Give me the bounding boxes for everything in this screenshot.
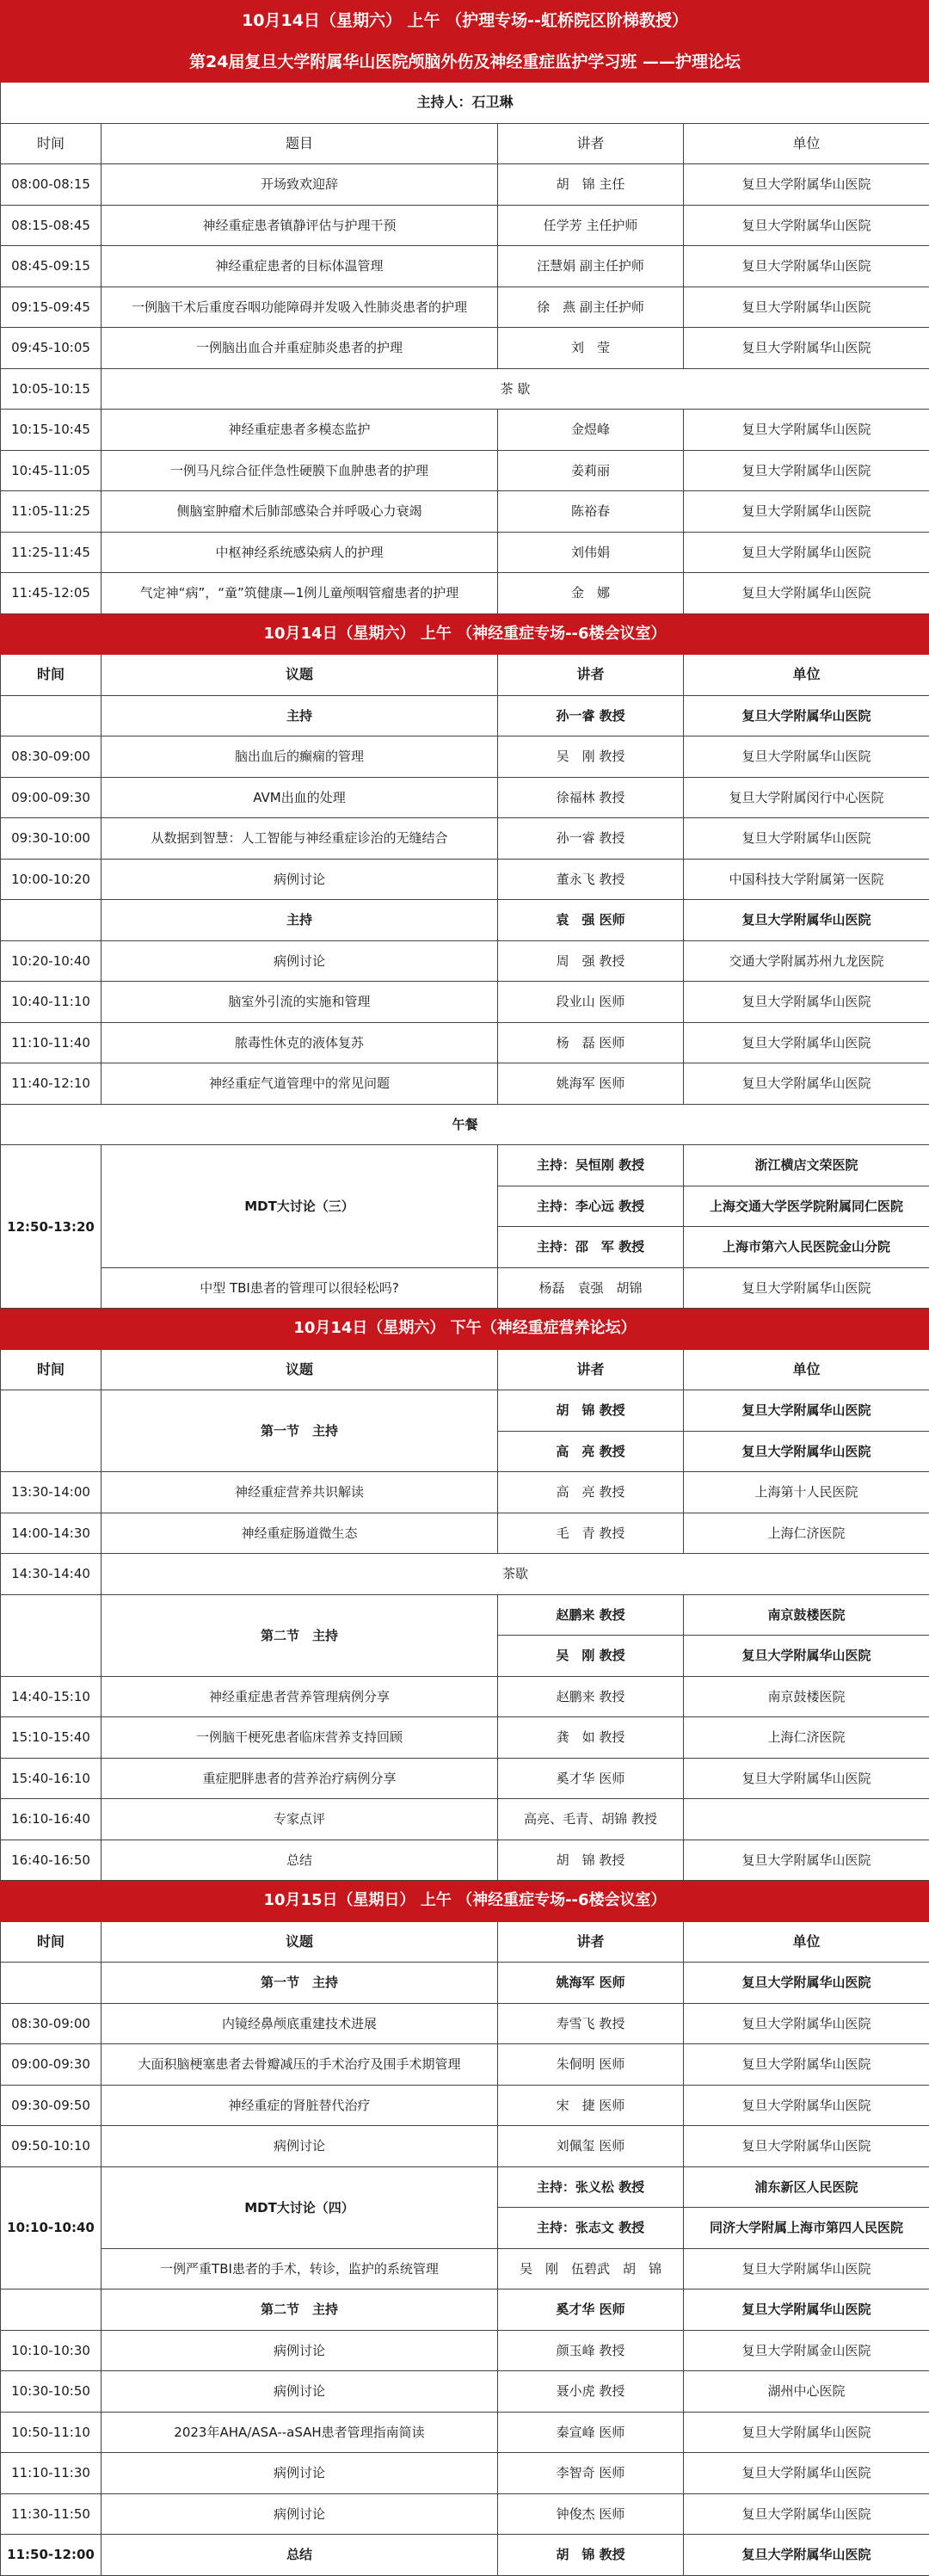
table-row bbox=[1, 2412, 929, 2453]
speaker-cell: 周 强 教授 bbox=[498, 940, 684, 982]
speaker-cell: 姜莉丽 bbox=[498, 450, 684, 491]
unit-cell: 复旦大学附属华山医院 bbox=[684, 695, 929, 736]
unit-cell: 复旦大学附属华山医院 bbox=[684, 2493, 929, 2535]
unit-cell: 复旦大学附属华山医院 bbox=[684, 1390, 929, 1432]
unit-cell: 复旦大学附属华山医院 bbox=[684, 1063, 929, 1105]
table-row bbox=[1, 491, 929, 533]
unit-cell: 复旦大学附属华山医院 bbox=[684, 2044, 929, 2086]
mdt-row bbox=[1, 1145, 929, 1186]
table-row bbox=[1, 450, 929, 491]
time-cell: 08:45-09:15 bbox=[1, 246, 102, 287]
speaker-cell: 奚才华 医师 bbox=[498, 1758, 684, 1799]
topic-cell: 从数据到智慧：人工智能与神经重症诊治的无缝结合 bbox=[102, 818, 498, 860]
speaker-cell: 胡 锦 教授 bbox=[498, 1390, 684, 1432]
topic-cell: 中型 TBI患者的管理可以很轻松吗? bbox=[102, 1267, 498, 1309]
unit-cell: 上海仁济医院 bbox=[684, 1513, 929, 1554]
section-banner: 第24届复旦大学附属华山医院颅脑外伤及神经重症监护学习班 ——护理论坛 bbox=[1, 41, 929, 83]
time-cell: 08:15-08:45 bbox=[1, 205, 102, 246]
unit-cell: 复旦大学附属华山医院 bbox=[684, 1963, 929, 2004]
time-cell: 14:30-14:40 bbox=[1, 1554, 102, 1595]
unit-cell: 复旦大学附属华山医院 bbox=[684, 2085, 929, 2126]
column-header-row bbox=[1, 123, 929, 164]
unit-cell: 复旦大学附属华山医院 bbox=[684, 532, 929, 573]
unit-cell bbox=[684, 1799, 929, 1840]
speaker-cell: 任学芳 主任护师 bbox=[498, 205, 684, 246]
speaker-cell: 杨磊 袁强 胡锦 bbox=[498, 1267, 684, 1309]
time-cell: 10:05-10:15 bbox=[1, 368, 102, 410]
unit-cell: 复旦大学附属华山医院 bbox=[684, 450, 929, 491]
time-cell bbox=[1, 2289, 102, 2331]
mdt-row bbox=[1, 2166, 929, 2208]
unit-cell: 上海交通大学医学院附属同仁医院 bbox=[684, 1186, 929, 1227]
topic-cell: 大面积脑梗塞患者去骨瓣减压的手术治疗及围手术期管理 bbox=[102, 2044, 498, 2086]
unit-cell: 复旦大学附属华山医院 bbox=[684, 287, 929, 328]
speaker-cell: 主持：李心远 教授 bbox=[498, 1186, 684, 1227]
speaker-cell: 刘佩玺 医师 bbox=[498, 2126, 684, 2167]
unit-cell: 复旦大学附属金山医院 bbox=[684, 2330, 929, 2371]
topic-cell: 总结 bbox=[102, 2535, 498, 2576]
time-cell: 13:30-14:00 bbox=[1, 1472, 102, 1513]
table-row bbox=[1, 573, 929, 614]
time-cell: 12:50-13:20 bbox=[1, 1145, 102, 1309]
table-row bbox=[1, 1840, 929, 1881]
unit-cell: 复旦大学附属华山医院 bbox=[684, 900, 929, 941]
unit-cell: 复旦大学附属华山医院 bbox=[684, 328, 929, 369]
host-row bbox=[1, 900, 929, 941]
table-row bbox=[1, 1022, 929, 1063]
speaker-cell: 主持：张志文 教授 bbox=[498, 2208, 684, 2249]
time-cell: 08:30-09:00 bbox=[1, 2003, 102, 2044]
table-row bbox=[1, 2085, 929, 2126]
table-row bbox=[1, 940, 929, 982]
time-cell: 09:00-09:30 bbox=[1, 2044, 102, 2086]
topic-cell: 一例脑出血合并重症肺炎患者的护理 bbox=[102, 328, 498, 369]
topic-cell: 总结 bbox=[102, 1840, 498, 1881]
table-row bbox=[1, 1513, 929, 1554]
time-cell bbox=[1, 695, 102, 736]
speaker-cell: 吴 刚 教授 bbox=[498, 1636, 684, 1677]
time-cell bbox=[1, 1963, 102, 2004]
table-row bbox=[1, 2003, 929, 2044]
speaker-cell: 奚才华 医师 bbox=[498, 2289, 684, 2331]
speaker-cell: 秦宣峰 医师 bbox=[498, 2412, 684, 2453]
time-cell: 09:50-10:10 bbox=[1, 2126, 102, 2167]
column-header: 讲者 bbox=[498, 123, 684, 164]
unit-cell: 复旦大学附属华山医院 bbox=[684, 1022, 929, 1063]
speaker-cell: 袁 强 医师 bbox=[498, 900, 684, 941]
table-row bbox=[1, 2044, 929, 2086]
column-header: 讲者 bbox=[498, 1349, 684, 1390]
column-header: 题目 bbox=[102, 123, 498, 164]
unit-cell: 复旦大学附属华山医院 bbox=[684, 2289, 929, 2331]
unit-cell: 南京鼓楼医院 bbox=[684, 1676, 929, 1717]
table-row bbox=[1, 1472, 929, 1513]
speaker-cell: 姚海军 医师 bbox=[498, 1063, 684, 1105]
table-row bbox=[1, 532, 929, 573]
break-row bbox=[1, 368, 929, 410]
speaker-cell: 刘伟娟 bbox=[498, 532, 684, 573]
speaker-cell: 金 娜 bbox=[498, 573, 684, 614]
table-row bbox=[1, 1758, 929, 1799]
time-cell: 16:40-16:50 bbox=[1, 1840, 102, 1881]
topic-cell: 病例讨论 bbox=[102, 2330, 498, 2371]
speaker-cell: 李智奇 医师 bbox=[498, 2453, 684, 2494]
topic-cell: 病例讨论 bbox=[102, 940, 498, 982]
topic-cell: 专家点评 bbox=[102, 1799, 498, 1840]
unit-cell: 复旦大学附属华山医院 bbox=[684, 736, 929, 778]
speaker-cell: 主持：邵 军 教授 bbox=[498, 1227, 684, 1268]
time-cell: 10:20-10:40 bbox=[1, 940, 102, 982]
topic-cell: 神经重症营养共识解读 bbox=[102, 1472, 498, 1513]
unit-cell: 复旦大学附属华山医院 bbox=[684, 1840, 929, 1881]
time-cell: 10:30-10:50 bbox=[1, 2371, 102, 2413]
time-cell: 10:50-11:10 bbox=[1, 2412, 102, 2453]
topic-cell: 2023年AHA/ASA--aSAH患者管理指南简读 bbox=[102, 2412, 498, 2453]
time-cell bbox=[1, 1594, 102, 1676]
topic-cell: 病例讨论 bbox=[102, 2126, 498, 2167]
table-row bbox=[1, 410, 929, 451]
unit-cell: 复旦大学附属闵行中心医院 bbox=[684, 777, 929, 818]
host-label: 第一节 主持 bbox=[102, 1963, 498, 2004]
time-cell: 16:10-16:40 bbox=[1, 1799, 102, 1840]
unit-cell: 复旦大学附属华山医院 bbox=[684, 410, 929, 451]
time-cell: 14:00-14:30 bbox=[1, 1513, 102, 1554]
break-label: 茶 歇 bbox=[102, 368, 929, 410]
speaker-cell: 杨 磊 医师 bbox=[498, 1022, 684, 1063]
topic-cell: 神经重症肠道微生态 bbox=[102, 1513, 498, 1554]
topic-cell: 脑室外引流的实施和管理 bbox=[102, 982, 498, 1023]
speaker-cell: 徐 燕 副主任护师 bbox=[498, 287, 684, 328]
topic-cell: 神经重症患者镇静评估与护理干预 bbox=[102, 205, 498, 246]
column-header-row bbox=[1, 655, 929, 696]
break-label: 茶歇 bbox=[102, 1554, 929, 1595]
mdt-title: MDT大讨论（四） bbox=[102, 2166, 498, 2248]
closing-row bbox=[1, 2535, 929, 2576]
speaker-cell: 吴 刚 伍碧武 胡 锦 bbox=[498, 2248, 684, 2289]
speaker-cell: 董永飞 教授 bbox=[498, 859, 684, 900]
table-row bbox=[1, 982, 929, 1023]
topic-cell: 一例脑干术后重度吞咽功能障碍并发吸入性肺炎患者的护理 bbox=[102, 287, 498, 328]
lunch-row bbox=[1, 1104, 929, 1145]
column-header: 单位 bbox=[684, 1349, 929, 1390]
unit-cell: 同济大学附属上海市第四人民医院 bbox=[684, 2208, 929, 2249]
column-header: 讲者 bbox=[498, 1921, 684, 1963]
host-row bbox=[1, 2289, 929, 2331]
column-header: 单位 bbox=[684, 655, 929, 696]
unit-cell: 复旦大学附属华山医院 bbox=[684, 164, 929, 206]
column-header: 时间 bbox=[1, 655, 102, 696]
time-cell: 09:30-10:00 bbox=[1, 818, 102, 860]
topic-cell: 一例马凡综合征伴急性硬膜下血肿患者的护理 bbox=[102, 450, 498, 491]
topic-cell: AVM出血的处理 bbox=[102, 777, 498, 818]
topic-cell: 一例脑干梗死患者临床营养支持回顾 bbox=[102, 1717, 498, 1759]
table-row bbox=[1, 2126, 929, 2167]
table-row bbox=[1, 164, 929, 206]
time-cell: 11:10-11:40 bbox=[1, 1022, 102, 1063]
lunch-label: 午餐 bbox=[1, 1104, 929, 1145]
section-banner-row bbox=[1, 613, 929, 655]
host-row bbox=[1, 1594, 929, 1636]
host-line: 主持人：石卫琳 bbox=[1, 83, 929, 124]
table-row bbox=[1, 2330, 929, 2371]
topic-cell: 中枢神经系统感染病人的护理 bbox=[102, 532, 498, 573]
table-row bbox=[1, 1676, 929, 1717]
time-cell: 11:40-12:10 bbox=[1, 1063, 102, 1105]
time-cell: 15:40-16:10 bbox=[1, 1758, 102, 1799]
speaker-cell: 毛 青 教授 bbox=[498, 1513, 684, 1554]
mdt-row bbox=[1, 2248, 929, 2289]
time-cell: 11:30-11:50 bbox=[1, 2493, 102, 2535]
speaker-cell: 聂小虎 教授 bbox=[498, 2371, 684, 2413]
speaker-cell: 朱侗明 医师 bbox=[498, 2044, 684, 2086]
section-banner: 10月14日（星期六） 上午 （神经重症专场--6楼会议室） bbox=[1, 613, 929, 655]
speaker-cell: 刘 莹 bbox=[498, 328, 684, 369]
table-row bbox=[1, 2371, 929, 2413]
time-cell: 11:10-11:30 bbox=[1, 2453, 102, 2494]
topic-cell: 神经重症的肾脏替代治疗 bbox=[102, 2085, 498, 2126]
time-cell: 10:15-10:45 bbox=[1, 410, 102, 451]
speaker-cell: 汪慧娟 副主任护师 bbox=[498, 246, 684, 287]
time-cell bbox=[1, 1390, 102, 1472]
table-row bbox=[1, 2453, 929, 2494]
topic-cell: 病例讨论 bbox=[102, 2453, 498, 2494]
time-cell: 11:25-11:45 bbox=[1, 532, 102, 573]
topic-cell: 神经重症患者多模态监护 bbox=[102, 410, 498, 451]
section-banner: 10月15日（星期日） 上午 （神经重症专场--6楼会议室） bbox=[1, 1881, 929, 1922]
time-cell: 10:45-11:05 bbox=[1, 450, 102, 491]
topic-cell: 病例讨论 bbox=[102, 859, 498, 900]
table-row bbox=[1, 736, 929, 778]
unit-cell: 复旦大学附属华山医院 bbox=[684, 2412, 929, 2453]
time-cell: 10:10-10:40 bbox=[1, 2166, 102, 2289]
section-banner-row bbox=[1, 41, 929, 83]
time-cell: 10:00-10:20 bbox=[1, 859, 102, 900]
time-cell: 11:05-11:25 bbox=[1, 491, 102, 533]
unit-cell: 复旦大学附属华山医院 bbox=[684, 1636, 929, 1677]
time-cell: 09:30-09:50 bbox=[1, 2085, 102, 2126]
unit-cell: 复旦大学附属华山医院 bbox=[684, 205, 929, 246]
speaker-cell: 胡 锦 主任 bbox=[498, 164, 684, 206]
time-cell: 08:00-08:15 bbox=[1, 164, 102, 206]
host-row bbox=[1, 1390, 929, 1432]
time-cell: 15:10-15:40 bbox=[1, 1717, 102, 1759]
column-header: 时间 bbox=[1, 123, 102, 164]
speaker-cell: 高 亮 教授 bbox=[498, 1472, 684, 1513]
topic-cell: 脓毒性休克的液体复苏 bbox=[102, 1022, 498, 1063]
table-row bbox=[1, 859, 929, 900]
speaker-cell: 宋 捷 医师 bbox=[498, 2085, 684, 2126]
unit-cell: 上海仁济医院 bbox=[684, 1717, 929, 1759]
host-row bbox=[1, 83, 929, 124]
unit-cell: 交通大学附属苏州九龙医院 bbox=[684, 940, 929, 982]
unit-cell: 湖州中心医院 bbox=[684, 2371, 929, 2413]
host-row bbox=[1, 695, 929, 736]
column-header: 讲者 bbox=[498, 655, 684, 696]
mdt-title: MDT大讨论（三） bbox=[102, 1145, 498, 1268]
column-header: 单位 bbox=[684, 1921, 929, 1963]
column-header: 议题 bbox=[102, 1921, 498, 1963]
unit-cell: 复旦大学附属华山医院 bbox=[684, 1431, 929, 1472]
time-cell: 09:45-10:05 bbox=[1, 328, 102, 369]
speaker-cell: 主持：吴恒刚 教授 bbox=[498, 1145, 684, 1186]
speaker-cell: 主持：张义松 教授 bbox=[498, 2166, 684, 2208]
unit-cell: 南京鼓楼医院 bbox=[684, 1594, 929, 1636]
host-label: 主持 bbox=[102, 900, 498, 941]
speaker-cell: 孙一睿 教授 bbox=[498, 818, 684, 860]
speaker-cell: 陈裕春 bbox=[498, 491, 684, 533]
unit-cell: 复旦大学附属华山医院 bbox=[684, 818, 929, 860]
unit-cell: 浙江横店文荣医院 bbox=[684, 1145, 929, 1186]
speaker-cell: 金煜峰 bbox=[498, 410, 684, 451]
table-row bbox=[1, 2493, 929, 2535]
speaker-cell: 赵鹏来 教授 bbox=[498, 1594, 684, 1636]
table-row bbox=[1, 1063, 929, 1105]
unit-cell: 复旦大学附属华山医院 bbox=[684, 2535, 929, 2576]
host-label: 主持 bbox=[102, 695, 498, 736]
column-header-row bbox=[1, 1921, 929, 1963]
table-row bbox=[1, 205, 929, 246]
topic-cell: 病例讨论 bbox=[102, 2493, 498, 2535]
section-banner-row bbox=[1, 1309, 929, 1350]
unit-cell: 上海第十人民医院 bbox=[684, 1472, 929, 1513]
speaker-cell: 高 亮 教授 bbox=[498, 1431, 684, 1472]
speaker-cell: 高亮、毛青、胡锦 教授 bbox=[498, 1799, 684, 1840]
speaker-cell: 胡 锦 教授 bbox=[498, 1840, 684, 1881]
unit-cell: 复旦大学附属华山医院 bbox=[684, 982, 929, 1023]
section-banner-row bbox=[1, 1, 929, 42]
section-banner-row bbox=[1, 1881, 929, 1922]
speaker-cell: 颜玉峰 教授 bbox=[498, 2330, 684, 2371]
unit-cell: 复旦大学附属华山医院 bbox=[684, 246, 929, 287]
host-label: 第一节 主持 bbox=[102, 1390, 498, 1472]
speaker-cell: 龚 如 教授 bbox=[498, 1717, 684, 1759]
unit-cell: 复旦大学附属华山医院 bbox=[684, 2248, 929, 2289]
table-row bbox=[1, 328, 929, 369]
speaker-cell: 徐福林 教授 bbox=[498, 777, 684, 818]
table-row bbox=[1, 777, 929, 818]
speaker-cell: 钟俊杰 医师 bbox=[498, 2493, 684, 2535]
table-row bbox=[1, 1717, 929, 1759]
column-header: 时间 bbox=[1, 1921, 102, 1963]
time-cell: 11:45-12:05 bbox=[1, 573, 102, 614]
host-label: 第二节 主持 bbox=[102, 2289, 498, 2331]
unit-cell: 复旦大学附属华山医院 bbox=[684, 2453, 929, 2494]
unit-cell: 复旦大学附属华山医院 bbox=[684, 1758, 929, 1799]
time-cell: 09:00-09:30 bbox=[1, 777, 102, 818]
time-cell: 14:40-15:10 bbox=[1, 1676, 102, 1717]
topic-cell: 脑出血后的癫痫的管理 bbox=[102, 736, 498, 778]
topic-cell: 神经重症患者营养管理病例分享 bbox=[102, 1676, 498, 1717]
section-banner: 10月14日（星期六） 上午 （护理专场--虹桥院区阶梯教授） bbox=[1, 1, 929, 42]
speaker-cell: 孙一睿 教授 bbox=[498, 695, 684, 736]
unit-cell: 中国科技大学附属第一医院 bbox=[684, 859, 929, 900]
topic-cell: 神经重症患者的目标体温管理 bbox=[102, 246, 498, 287]
topic-cell: 神经重症气道管理中的常见问题 bbox=[102, 1063, 498, 1105]
column-header: 时间 bbox=[1, 1349, 102, 1390]
host-label: 第二节 主持 bbox=[102, 1594, 498, 1676]
time-cell: 08:30-09:00 bbox=[1, 736, 102, 778]
mdt-row bbox=[1, 1267, 929, 1309]
unit-cell: 上海市第六人民医院金山分院 bbox=[684, 1227, 929, 1268]
column-header: 单位 bbox=[684, 123, 929, 164]
table-row bbox=[1, 287, 929, 328]
speaker-cell: 寿雪飞 教授 bbox=[498, 2003, 684, 2044]
time-cell: 11:50-12:00 bbox=[1, 2535, 102, 2576]
topic-cell: 病例讨论 bbox=[102, 2371, 498, 2413]
topic-cell: 一例严重TBI患者的手术，转诊，监护的系统管理 bbox=[102, 2248, 498, 2289]
topic-cell: 内镜经鼻颅底重建技术进展 bbox=[102, 2003, 498, 2044]
unit-cell: 复旦大学附属华山医院 bbox=[684, 2126, 929, 2167]
speaker-cell: 赵鹏来 教授 bbox=[498, 1676, 684, 1717]
unit-cell: 浦东新区人民医院 bbox=[684, 2166, 929, 2208]
topic-cell: 气定神“病”，“童”筑健康—1例儿童颅咽管瘤患者的护理 bbox=[102, 573, 498, 614]
topic-cell: 侧脑室肿瘤术后肺部感染合并呼吸心力衰竭 bbox=[102, 491, 498, 533]
table-row bbox=[1, 246, 929, 287]
table-row bbox=[1, 818, 929, 860]
topic-cell: 重症肥胖患者的营养治疗病例分享 bbox=[102, 1758, 498, 1799]
break-row bbox=[1, 1554, 929, 1595]
speaker-cell: 段业山 医师 bbox=[498, 982, 684, 1023]
speaker-cell: 胡 锦 教授 bbox=[498, 2535, 684, 2576]
table-row bbox=[1, 1799, 929, 1840]
column-header-row bbox=[1, 1349, 929, 1390]
column-header: 议题 bbox=[102, 1349, 498, 1390]
time-cell: 10:10-10:30 bbox=[1, 2330, 102, 2371]
column-header: 议题 bbox=[102, 655, 498, 696]
host-row bbox=[1, 1963, 929, 2004]
section-banner: 10月14日（星期六） 下午（神经重症营养论坛） bbox=[1, 1309, 929, 1350]
unit-cell: 复旦大学附属华山医院 bbox=[684, 491, 929, 533]
speaker-cell: 吴 刚 教授 bbox=[498, 736, 684, 778]
time-cell: 10:40-11:10 bbox=[1, 982, 102, 1023]
unit-cell: 复旦大学附属华山医院 bbox=[684, 1267, 929, 1309]
speaker-cell: 姚海军 医师 bbox=[498, 1963, 684, 2004]
unit-cell: 复旦大学附属华山医院 bbox=[684, 2003, 929, 2044]
time-cell: 09:15-09:45 bbox=[1, 287, 102, 328]
unit-cell: 复旦大学附属华山医院 bbox=[684, 573, 929, 614]
time-cell bbox=[1, 900, 102, 941]
topic-cell: 开场致欢迎辞 bbox=[102, 164, 498, 206]
